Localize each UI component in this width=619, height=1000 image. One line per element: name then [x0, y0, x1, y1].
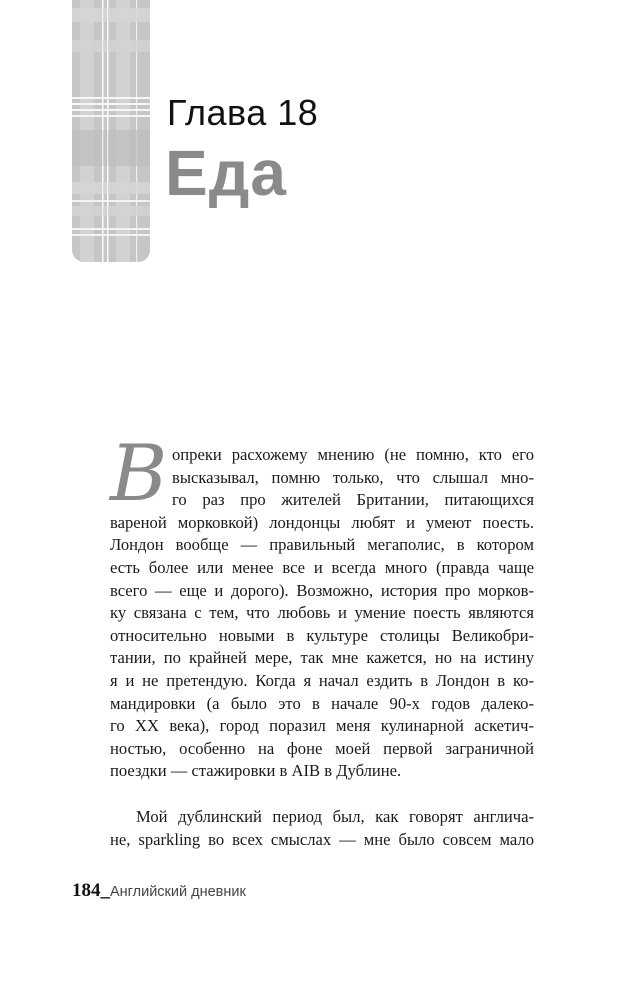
tartan-decoration — [72, 0, 150, 262]
chapter-number: Глава 18 — [167, 92, 319, 133]
tartan-pattern-graphic — [72, 0, 150, 262]
body-text — [110, 429, 534, 851]
text-line: Мой дублинский период был, как говорят англича- — [136, 806, 534, 826]
text-line: относительно новыми в культуре столицы Великобри- — [110, 625, 534, 645]
text-line: есть более или менее все и всегда много (правда чаще — [110, 557, 534, 577]
text-line: ку связана с тем, что любовь и умение поесть являются — [110, 603, 534, 623]
text-line: ностью, особенно на фоне моей первой заграничной — [110, 738, 534, 758]
text-line: всего — еще и дорого). Возможно, история про морков- — [110, 580, 534, 600]
text-line: поездки — стажировки в AIB в Дублине. — [110, 761, 402, 781]
text-line: вареной морковкой) лондонцы любят и умеют поесть. — [110, 512, 534, 532]
footer-separator: _ — [100, 880, 110, 901]
text-line: высказывал, помню только, что слышал мно- — [172, 467, 534, 487]
drop-cap: В — [110, 429, 168, 519]
running-title: Английский дневник — [110, 884, 246, 900]
text-line: тании, по крайней мере, так мне кажется, но на истину — [110, 648, 534, 668]
text-line: не, sparkling во всех смыслах — мне было совсем мало — [110, 829, 534, 849]
paragraph-gap — [110, 783, 534, 806]
text-line: го раз про жителей Британии, питающихся — [172, 490, 534, 510]
text-line: я и не претендую. Когда я начал ездить в Лондон в ко- — [110, 670, 534, 690]
text-line: Лондон вообще — правильный мегаполис, в котором — [110, 535, 534, 555]
page-number: 184 — [72, 880, 101, 901]
chapter-title: Еда — [165, 137, 287, 209]
text-line: мандировки (а было это в начале 90-х годов далеко- — [110, 693, 534, 713]
text-line: опреки расхожему мнению (не помню, кто его — [172, 445, 534, 464]
page-footer — [72, 880, 246, 902]
text-line: го XX века), город поразил меня кулинарной аскетич- — [110, 716, 534, 736]
